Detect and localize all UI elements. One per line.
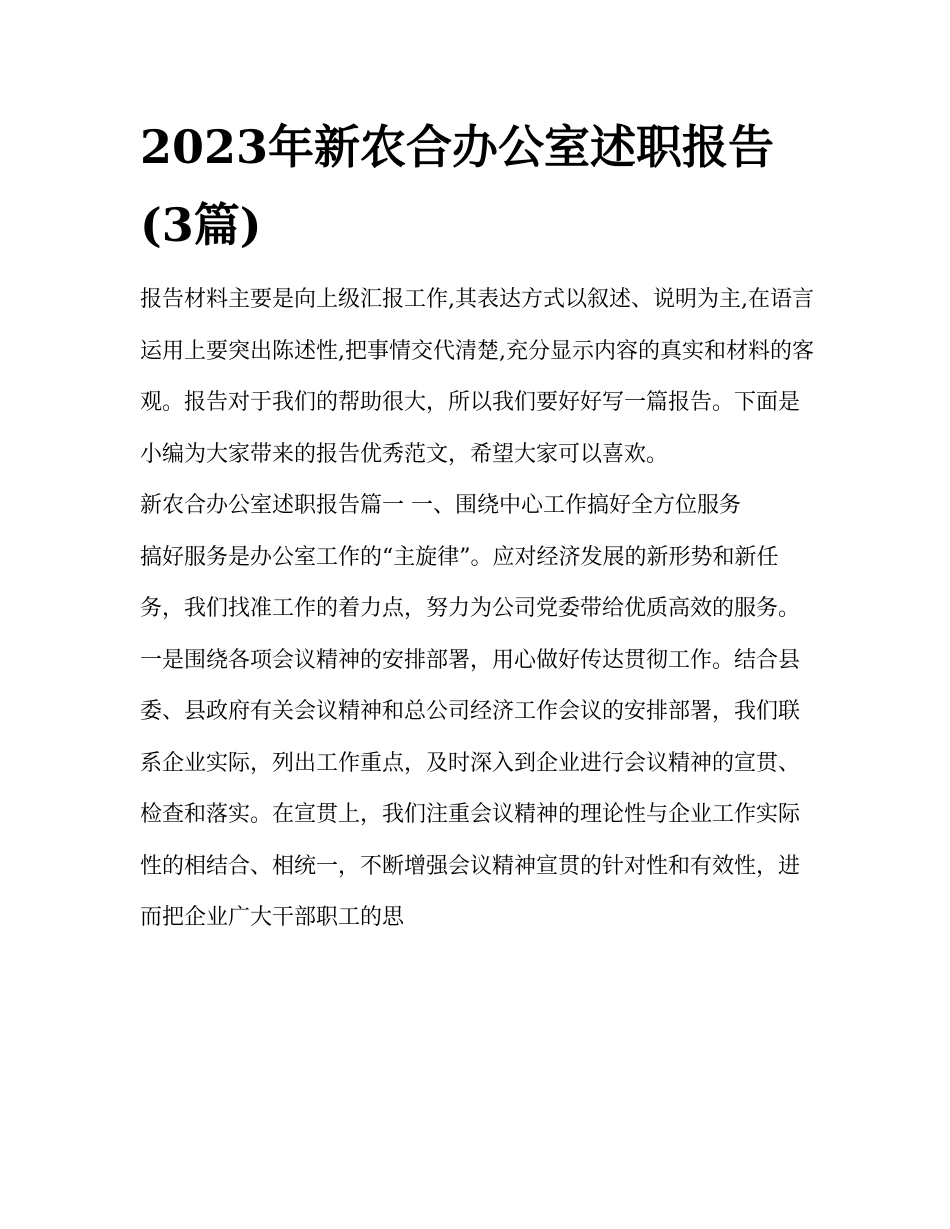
section-heading-paragraph: 新农合办公室述职报告篇一 一、围绕中心工作搞好全方位服务 (140, 493, 741, 518)
document-title: 2023年新农合办公室述职报告(3篇) (140, 120, 775, 252)
meeting-paragraph: 一是围绕各项会议精神的安排部署，用心做好传达贯彻工作。结合县委、县政府有关会议精神和总公司经济工作会议的安排部署，我们联系企业实际，列出工作重点，及时深入到企业进行会议精神的宣贯、检查和落实。在宣贯上，我们注重会议精神的理论性与企业工作实际性的相结合、相统一，不断增强会议精神宣贯的针对性和有效性，进而把企业广大干部职工的思 (140, 647, 801, 930)
service-paragraph: 搞好服务是办公室工作的“主旋律”。应对经济发展的新形势和新任务，我们找准工作的着力点，努力为公司党委带给优质高效的服务。 (140, 544, 801, 621)
intro-paragraph: 报告材料主要是向上级汇报工作,其表达方式以叙述、说明为主,在语言运用上要突出陈述性,把事情交代清楚,充分显示内容的真实和材料的客观。报告对于我们的帮助很大，所以我们要好好写一篇报告。下面是小编为大家带来的报告优秀范文，希望大家可以喜欢。 (140, 287, 814, 467)
document-page (140, 108, 815, 944)
